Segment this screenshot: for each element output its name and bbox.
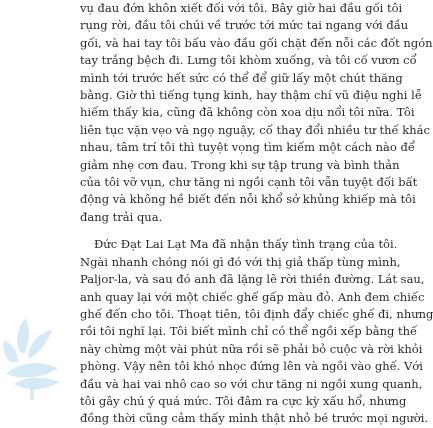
paragraph-gap — [80, 226, 358, 236]
text-line: của tôi vỡ vụn, chư tăng ni ngồi cạnh tôi vẫn tuyệt đối bất — [80, 175, 418, 190]
text-line: ghế đến cho tôi. Thoạt tiên, tôi định đẩy chiếc ghế đi, nhưng — [80, 306, 433, 321]
paragraph-2 — [80, 236, 433, 427]
text-line: Paljor-la, và sau đó anh đã lặng lẽ rời thiền đường. Lát sau, — [80, 272, 425, 287]
text-line: động và không hề biết đến nỗi khổ sở khủng khiếp mà tôi — [80, 192, 416, 207]
body-text — [80, 0, 433, 428]
text-line: gối, và hai tay tôi bấu vào đầu gối chặt đến nỗi các đốt ngón — [80, 35, 433, 50]
text-line: đang trải qua. — [80, 209, 163, 224]
text-line: nhau, tâm trí tôi thì tuyệt vọng tìm kiếm một cách nào để — [80, 140, 415, 155]
text-line: đồng thời cũng cảm thấy mình thật nhỏ bé trước mọi người. — [80, 411, 429, 426]
text-line: hiếm thấy kia, cũng đã không còn xoa dịu nổi tôi nữa. Tôi — [80, 105, 415, 120]
text-line: Ngài nhanh chóng nói gì đó với thị giả thấp tùng mình, — [80, 254, 401, 269]
text-line: đầu và hai vai nhô cao so với chư tăng ni ngồi xung quanh, — [80, 376, 423, 391]
text-line: liên tục vặn vẹo và ngọ nguậy, cố thay đổi nhiều tư thế khác — [80, 122, 430, 137]
text-line: vụ đau đớn khôn xiết đối với tôi. Bây giờ hai đầu gối tôi — [80, 1, 403, 15]
text-line: rụng rời, đầu tôi chúi về trước tới mức tai ngang với đầu — [80, 18, 409, 33]
text-line: tôi gây chú ý quá mức. Tôi đâm ra cực kỳ xấu hổ, nhưng — [80, 393, 407, 408]
text-line: tay trắng bệch đi. Lưng tôi khòm xuống, và tôi cố vươn cổ — [80, 53, 417, 68]
text-line: này chừng một vài phút nữa rồi sẽ phải bỏ cuộc và rời khỏi — [80, 341, 423, 356]
lotus-watermark-icon — [0, 312, 70, 400]
text-line: anh quay lại với một chiếc ghế gấp màu đỏ. Anh đem chiếc — [80, 289, 425, 304]
paragraph-1 — [80, 0, 433, 226]
text-line: bằng. Giờ thì tiếng tụng kinh, hay thậm chí vũ điệu nghi lễ — [80, 88, 422, 103]
text-line: phòng. Vậy nên tôi khó nhọc đứng lên và ngồi vào ghế. Với — [80, 359, 423, 374]
text-line: giảm nhẹ cơn đau. Trong khi sự tập trung và bình thản — [80, 157, 400, 172]
text-line: mình tới trước hết sức có thể để giữ lấy một chút thăng — [80, 70, 403, 85]
text-line: rồi tôi nghĩ lại. Tôi biết mình chỉ có thể ngồi xếp bằng thế — [80, 324, 418, 339]
text-line: Đức Đạt Lai Lạt Ma đã nhận thấy tình trạng của tôi. — [94, 237, 398, 252]
